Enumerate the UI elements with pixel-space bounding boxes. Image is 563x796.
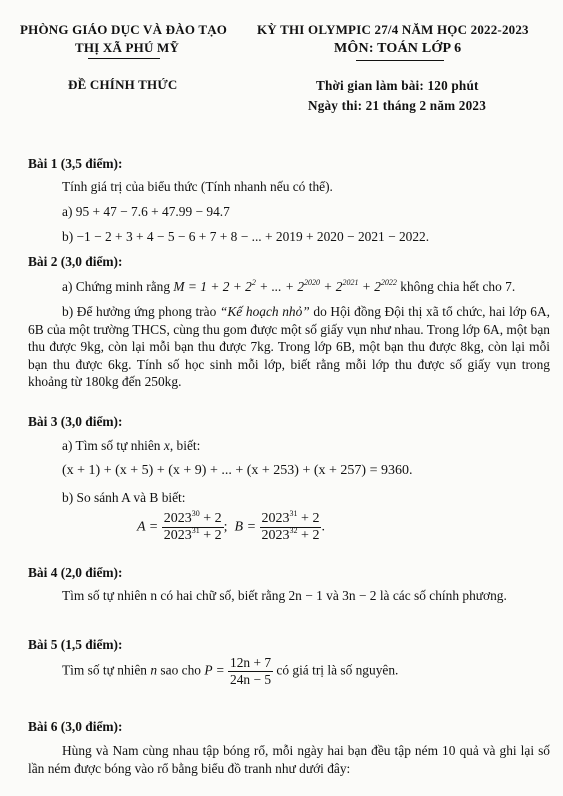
bai1-intro: Tính giá trị của biểu thức (Tính nhanh nếu có thể).: [62, 179, 333, 194]
official-label: ĐỀ CHÍNH THỨC: [68, 77, 178, 92]
bai2-part-b: b) Để hưởng ứng phong trào “Kế hoạch nhỏ” do Hội đồng Đội thị xã tổ chức, hai lớp 6A, 6B của một trường THCS, cùng thu gom được một số giấy vụn như nhau. Trong lớp 6A, một bạn thu được 9kg, còn lại mỗi bạn thu được 7kg. Trong lớp 6B, một bạn thu được 8kg, còn lại mỗi bạn thu được 6kg. Tính số học sinh mỗi lớp, biết rằng mỗi lớp thu được số giấy vụn trong khoảng từ 180kg đến 250kg.: [28, 304, 550, 389]
bai2-a-expression: $M = 1 + 2 + 2^2$ + ... + $2^{2020} + 2^{2021} + 2^{2022}$: [173, 278, 397, 294]
bai2-part-a: [62, 278, 515, 295]
fraction-B: $\frac{2023^{31} + 2}{2023^{32} + 2}$: [261, 509, 320, 543]
bai5-title: Bài 5 (1,5 điểm):: [28, 637, 123, 652]
bai1-title: Bài 1 (3,5 điểm):: [28, 156, 123, 171]
bai3-title: Bài 3 (3,0 điểm):: [28, 414, 123, 429]
bai2-title: Bài 2 (3,0 điểm):: [28, 254, 123, 269]
bai3-a-equation: (x + 1) + (x + 5) + (x + 9) + ... + (x + 253) + (x + 257) = 9360.: [62, 463, 413, 478]
bai3-b-formula: A = $\frac{2023^{30} + 2}{2023^{31} + 2}$ ; B = $\frac{2023^{31} + 2}{2023^{32} + 2}$ .: [137, 509, 325, 543]
bai1-part-a: a) 95 + 47 − 7.6 + 47.99 − 94.7: [62, 204, 230, 219]
department-title: PHÒNG GIÁO DỤC VÀ ĐÀO TẠO: [20, 22, 228, 37]
subject-title: MÔN: TOÁN LỚP 6: [334, 41, 462, 56]
bai4-text: Tìm số tự nhiên n có hai chữ số, biết rằng 2n − 1 và 3n − 2 là các số chính phương.: [62, 588, 507, 603]
bai6-title: Bài 6 (3,0 điểm):: [28, 719, 123, 734]
bai1-part-b: b) −1 − 2 + 3 + 4 − 5 − 6 + 7 + 8 − ... + 2019 + 2020 − 2021 − 2022.: [62, 229, 430, 244]
exam-date-text: Ngày thi: 21 tháng 2 năm 2023: [308, 98, 486, 113]
bai2-a-prefix: a) Chứng minh rằng: [62, 279, 171, 294]
fraction-A: $\frac{2023^{30} + 2}{2023^{31} + 2}$: [163, 509, 222, 543]
bai3-part-a: a) Tìm số tự nhiên x, biết:: [62, 438, 201, 453]
bai3-part-b: b) So sánh A và B biết:: [62, 490, 186, 505]
subject-underline: [356, 60, 444, 61]
duration-text: Thời gian làm bài: 120 phút: [316, 78, 479, 93]
bai5-text: Tìm số tự nhiên n sao cho P = $\frac{12n + 7}{24n - 5}$ có giá trị là số nguyên.: [62, 655, 399, 687]
bai6-text: Hùng và Nam cùng nhau tập bóng rổ, mỗi ngày hai bạn đều tập ném 10 quả và ghi lại số lần ném được bóng vào rổ bằng biểu đồ tranh như dưới đây:: [28, 743, 550, 776]
fraction-P: $\frac{12n + 7}{24n - 5}$: [230, 655, 272, 687]
bai4-title: Bài 4 (2,0 điểm):: [28, 565, 123, 580]
exam-title: KỲ THI OLYMPIC 27/4 NĂM HỌC 2022-2023: [257, 22, 529, 37]
bai2-a-suffix: không chia hết cho 7.: [400, 279, 516, 294]
district-title: THỊ XÃ PHÚ MỸ: [75, 40, 180, 55]
district-underline: [88, 58, 160, 59]
